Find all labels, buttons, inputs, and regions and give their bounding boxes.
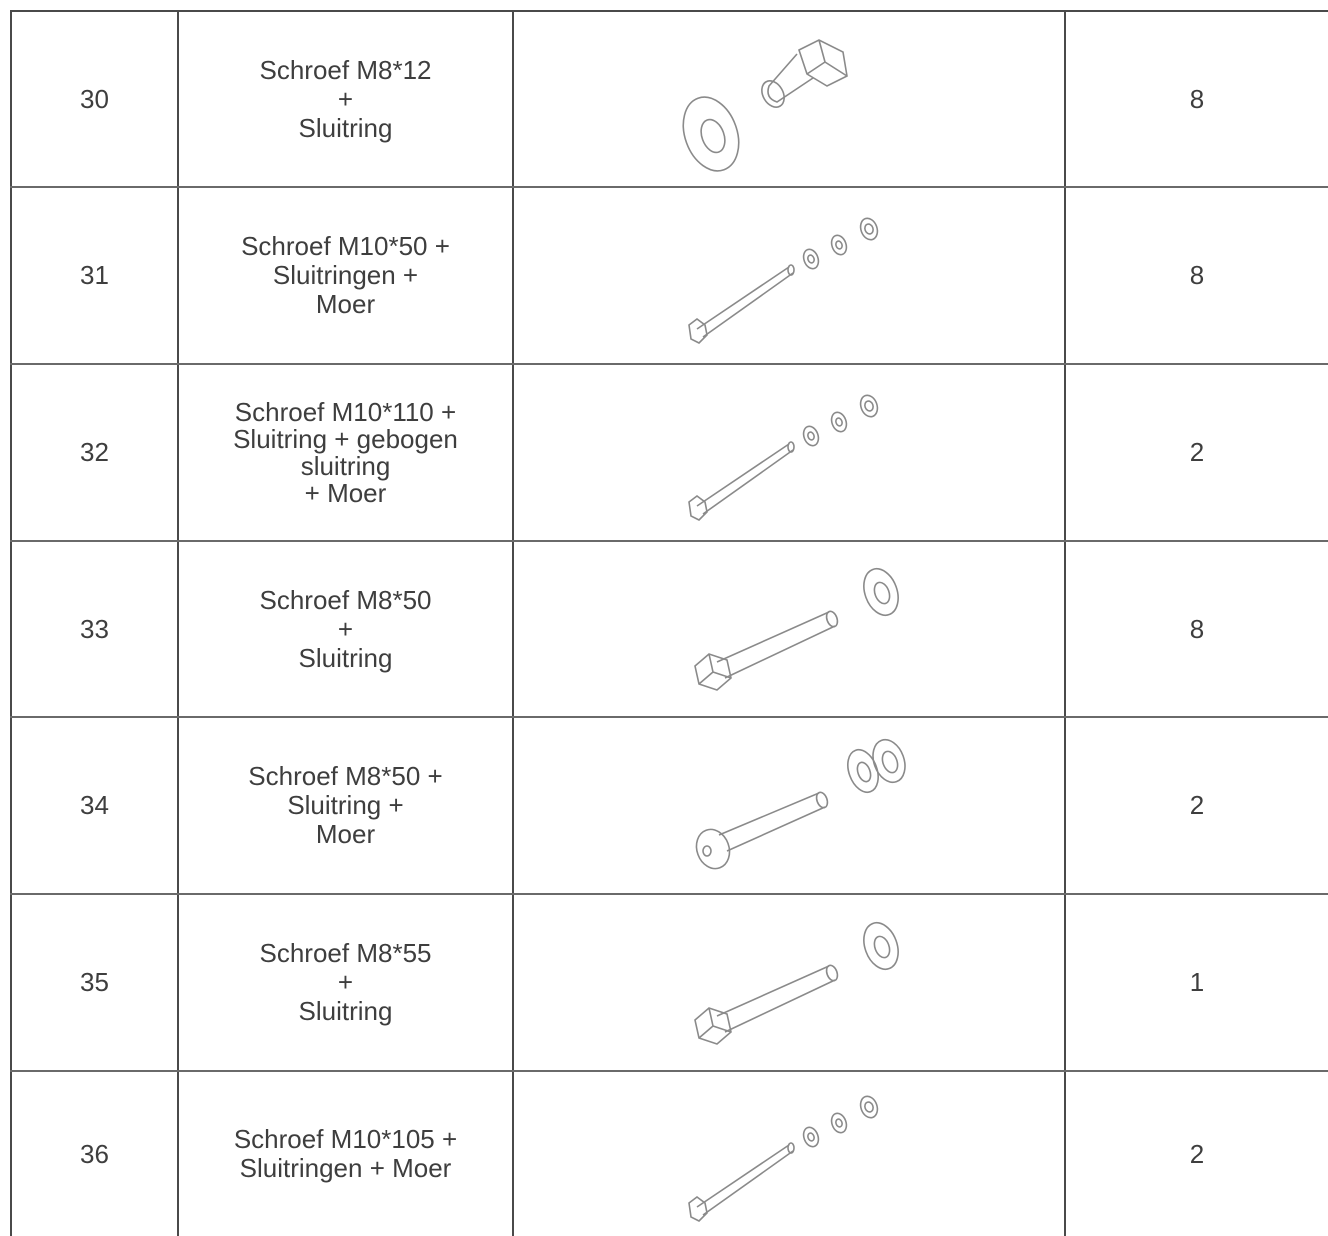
part-number: 31 — [80, 260, 109, 290]
screw-washer-nut-icon — [514, 718, 1064, 893]
part-number: 30 — [80, 83, 109, 114]
screw-washer-icon — [514, 12, 1064, 186]
bolt-washers-nut-icon — [514, 188, 1064, 363]
part-description: Schroef M8*55 + Sluitring — [259, 938, 432, 1026]
bolt-washers-nut-icon — [514, 1072, 1064, 1236]
part-description: Schroef M8*50 + Sluitring — [259, 584, 432, 673]
part-number: 36 — [80, 1138, 109, 1169]
part-description: Schroef M8*12 + Sluitring — [259, 54, 432, 143]
part-quantity: 1 — [1189, 967, 1205, 997]
part-quantity: 8 — [1189, 83, 1205, 114]
part-quantity: 2 — [1189, 437, 1205, 467]
part-number: 32 — [80, 437, 109, 467]
part-quantity: 8 — [1189, 260, 1205, 290]
part-number: 34 — [80, 790, 109, 820]
part-quantity: 2 — [1189, 790, 1205, 820]
part-number: 33 — [80, 613, 109, 644]
bolt-washers-nut-icon — [514, 365, 1064, 540]
part-description: Schroef M10*50 + Sluitringen + Moer — [241, 231, 450, 319]
screw-washer-icon — [514, 542, 1064, 716]
part-number: 35 — [80, 967, 109, 997]
part-quantity: 8 — [1189, 613, 1205, 644]
part-quantity: 2 — [1189, 1138, 1205, 1169]
part-description: Schroef M10*105 + Sluitringen + Moer — [233, 1124, 458, 1183]
part-description: Schroef M8*50 + Sluitring + Moer — [248, 761, 443, 849]
screw-washer-icon — [514, 895, 1064, 1070]
part-description: Schroef M10*110 + Sluitring + gebogen sluitring + Moer — [233, 396, 458, 508]
